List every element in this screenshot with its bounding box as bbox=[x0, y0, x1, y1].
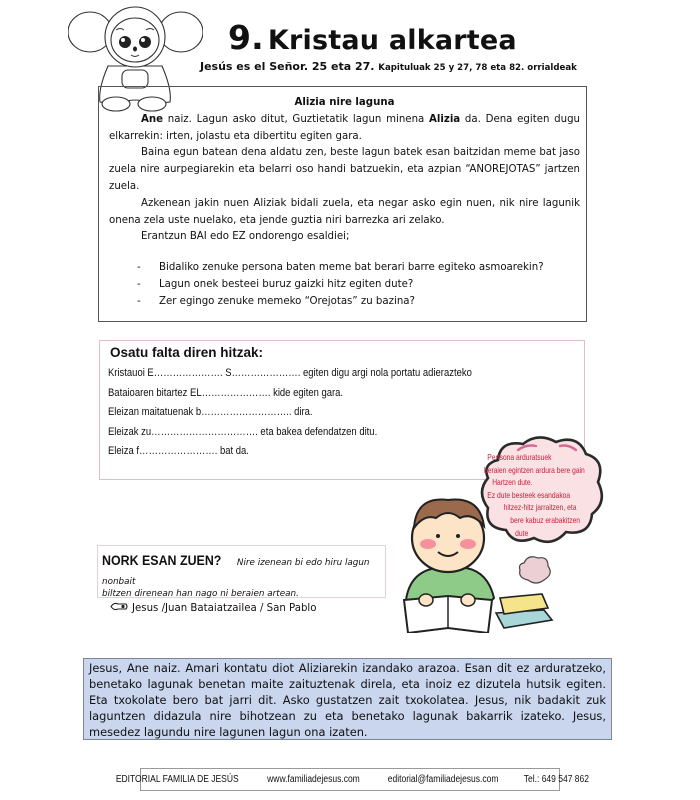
footer-phone: Tel.: 649 547 862 bbox=[524, 774, 590, 785]
footer-email[interactable]: editorial@familiadejesus.com bbox=[388, 774, 499, 785]
question-item bbox=[137, 260, 580, 277]
cloud-line: hitzez-hitz jarraitzen, eta bbox=[503, 503, 577, 513]
cloud-line: bere kabuz erabakitzen bbox=[510, 515, 581, 525]
name-alizia: Alizia bbox=[429, 113, 461, 125]
footer-publisher: EDITORIAL FAMILIA DE JESÚS bbox=[115, 774, 239, 785]
subtitle-main: Jesús es el Señor. 25 eta 27. bbox=[200, 60, 375, 73]
question-list bbox=[109, 260, 580, 310]
story-instruction: Erantzun BAI edo EZ ondorengo esaldiei; bbox=[141, 231, 350, 243]
question-text: Zer egingo zenuke memeko “Orejotas” zu bazina? bbox=[159, 295, 415, 307]
name-ane: Ane bbox=[141, 113, 164, 125]
cloud-line: dute bbox=[515, 528, 529, 538]
pointing-hand-icon bbox=[110, 602, 132, 614]
story-box bbox=[98, 86, 587, 322]
story-paragraph bbox=[109, 112, 580, 146]
fill-in-line: Eleiza f……………………. bat da. bbox=[108, 445, 249, 457]
footer-website[interactable]: www.familiadejesus.com bbox=[267, 774, 361, 785]
question-text: Bidaliko zenuke persona baten meme bat berari barre egiteko asmoarekin? bbox=[159, 262, 544, 274]
quote-text: Nire izenean bi edo hiru lagun nonbait bbox=[102, 558, 370, 587]
quote-text: biltzen direnean han nago ni beraien artean. bbox=[102, 589, 299, 599]
fill-in-line: Kristauoi E…………………. S…………………. egiten digu argi nola portatu adierazteko bbox=[108, 367, 472, 379]
subtitle-small: Kapituluak 25 y 27, 78 eta 82. orrialdeak bbox=[378, 63, 577, 73]
question-text: Lagun onek besteei buruz gaizki hitz egiten dute? bbox=[159, 278, 414, 290]
chapter-number: 9. bbox=[228, 18, 264, 57]
small-thought-bubble-icon bbox=[520, 557, 551, 583]
cloud-line: Hartzen dute. bbox=[492, 478, 533, 488]
cloud-line: Pertsona arduratsuek bbox=[487, 453, 552, 462]
fill-in-line: Eleizak zu……………………………. eta bakea defendatzen ditu. bbox=[108, 425, 378, 438]
question-item bbox=[137, 294, 580, 311]
fill-in-title: Osatu falta diren hitzak: bbox=[110, 345, 264, 360]
dash: - bbox=[137, 295, 141, 307]
cloud-line: beraien egintzen ardura bere gain bbox=[484, 465, 585, 475]
answer-options-text: Jesus /Juan Bataiatzailea / San Pablo bbox=[132, 603, 317, 614]
boy-reading-illustration bbox=[396, 488, 556, 633]
page-title bbox=[228, 18, 517, 57]
story-paragraph: Azkenean jakin nuen Aliziak bidali zuela, eta negar asko egin nuen, nik nire lagunik onena zela uste nuelako, eta jende guztia niri barrezka ari zelako. bbox=[109, 197, 580, 226]
story-text: da. Dena egiten dugu elkarrekin: irten, jolastu eta dibertitu egiten gara. bbox=[109, 113, 581, 142]
cloud-line: Ez dute besteek esandakoa bbox=[487, 490, 571, 500]
story-paragraph: Baina egun batean dena aldatu zen, beste lagun batek esan baitzidan meme bat jaso zuela nire aurpegiarekin eta belarri oso handi batzuekin, eta azpian “ANOREJOTAS” jartzen zuela. bbox=[109, 147, 580, 192]
page-subtitle bbox=[200, 60, 577, 73]
footer bbox=[115, 768, 590, 791]
fill-in-line: Eleizan maitatuenak b……………………….. dira. bbox=[108, 406, 313, 418]
chapter-title: Kristau alkartea bbox=[267, 25, 517, 56]
who-said-it-heading: NORK ESAN ZUEN? bbox=[102, 553, 222, 568]
who-said-it-box bbox=[97, 545, 386, 614]
prayer-box: Jesus, Ane naiz. Amari kontatu diot Aliziarekin izandako arazoa. Esan dit ez arduratzeko, benetako lagunak benetan maite zaituztenak direla, eta inoiz ez dizutela hutsik egiten. Eta txokolate bero bat jarri dit. Asko gustatzen zait txokolatea. Jesus, nik badakit zuk laguntzen didazula nire bihotzean zu eta benetako lagunak bakarrik izateko. Jesus, mesedez lagundu nire lagunen lagun ona izaten. bbox=[83, 658, 612, 740]
dash: - bbox=[137, 278, 141, 290]
fill-in-line: Bataioaren bitartez EL…………………. kide egiten gara. bbox=[108, 386, 344, 399]
question-item bbox=[137, 277, 580, 294]
dash: - bbox=[137, 262, 141, 274]
story-text: naiz. Lagun asko ditut, Guztietatik lagun minena bbox=[163, 113, 430, 125]
story-title: Alizia nire laguna bbox=[294, 97, 395, 108]
answer-options bbox=[102, 602, 381, 614]
